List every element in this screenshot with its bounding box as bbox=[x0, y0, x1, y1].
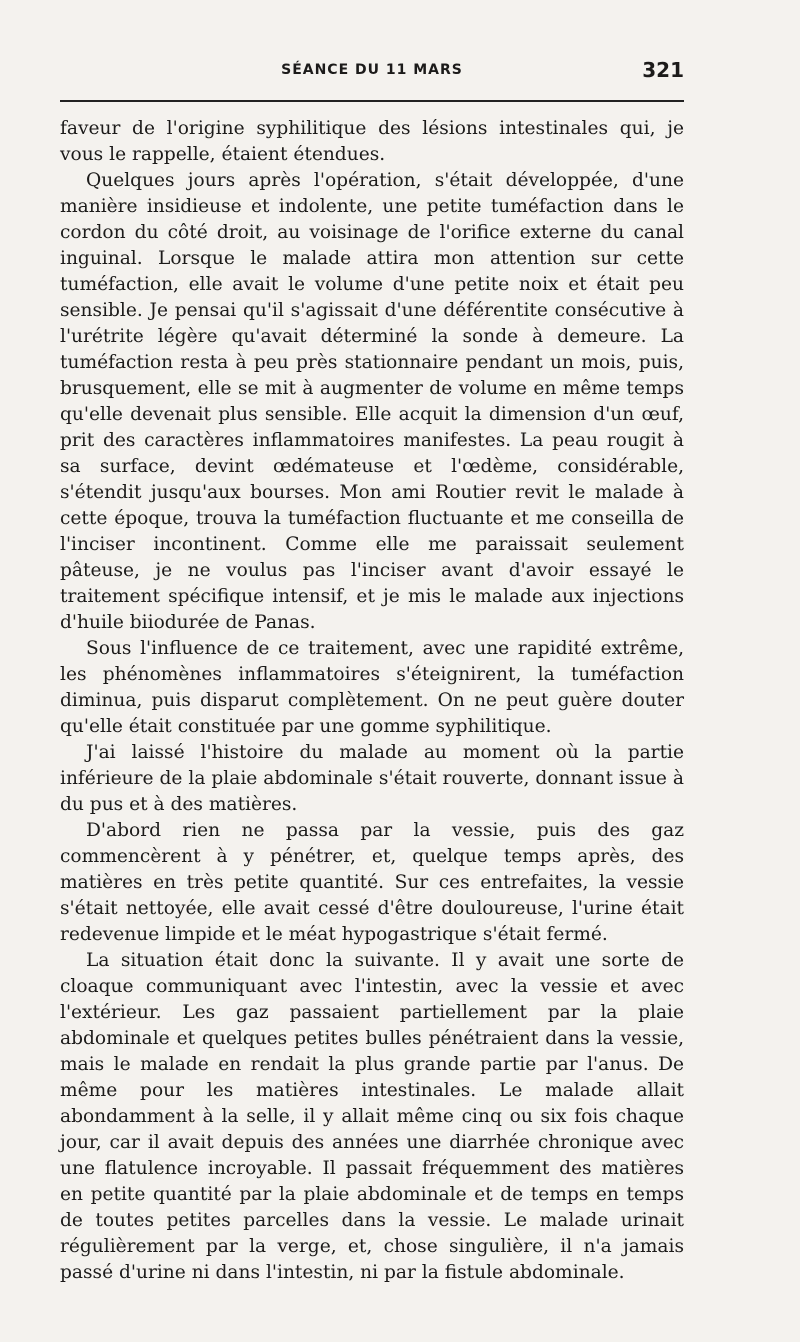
paragraph: D'abord rien ne passa par la vessie, puis des gaz commencèrent à y pénétrer, et, quelque temps après, des matières en très petite quantité. Sur ces entrefaites, la vessie s'était nettoyée, elle avait cessé d'être douloureuse, l'urine était redevenue limpide et le méat hypogastrique s'était fermé. bbox=[60, 820, 684, 945]
paragraph: J'ai laissé l'histoire du malade au moment où la partie inférieure de la plaie abdominale s'était rouverte, donnant issue à du pus et à des matières. bbox=[60, 742, 684, 815]
page-number: 321 bbox=[642, 58, 684, 82]
paragraph: Sous l'influence de ce traitement, avec une rapidité extrême, les phénomènes inflammatoires s'éteignirent, la tuméfaction diminua, puis disparut complètement. On ne peut guère douter qu'elle était constituée par une gomme syphilitique. bbox=[60, 638, 684, 737]
running-title: SÉANCE DU 11 MARS bbox=[281, 62, 463, 78]
page-header bbox=[60, 58, 684, 88]
paragraph: faveur de l'origine syphilitique des lésions intestinales qui, je vous le rappelle, étaient étendues. bbox=[60, 118, 684, 165]
body-text bbox=[60, 116, 684, 1286]
paragraph: La situation était donc la suivante. Il y avait une sorte de cloaque communiquant avec l'intestin, avec la vessie et avec l'extérieur. Les gaz passaient partiellement par la plaie abdominale et quelques petites bulles pénétraient dans la vessie, mais le malade en rendait la plus grande partie par l'anus. De même pour les matières intestinales. Le malade allait abondamment à la selle, il y allait même cinq ou six fois chaque jour, car il avait depuis des années une diarrhée chronique avec une flatulence incroyable. Il passait fréquemment des matières en petite quantité par la plaie abdominale et de temps en temps de toutes petites parcelles dans la vessie. Le malade urinait régulièrement par la verge, et, chose singulière, il n'a jamais passé d'urine ni dans l'intestin, ni par la fistule abdominale. bbox=[60, 950, 684, 1283]
paragraph: Quelques jours après l'opération, s'était développée, d'une manière insidieuse et indolente, une petite tuméfaction dans le cordon du côté droit, au voisinage de l'orifice externe du canal inguinal. Lorsque le malade attira mon attention sur cette tuméfaction, elle avait le volume d'une petite noix et était peu sensible. Je pensai qu'il s'agissait d'une déférentite consécutive à l'urétrite légère qu'avait déterminé la sonde à demeure. La tuméfaction resta à peu près stationnaire pendant un mois, puis, brusquement, elle se mit à augmenter de volume en même temps qu'elle devenait plus sensible. Elle acquit la dimension d'un œuf, prit des caractères inflammatoires manifestes. La peau rougit à sa surface, devint œdémateuse et l'œdème, considérable, s'étendit jusqu'aux bourses. Mon ami Routier revit le malade à cette époque, trouva la tuméfaction fluctuante et me conseilla de l'inciser incontinent. Comme elle me paraissait seulement pâteuse, je ne voulus pas l'inciser avant d'avoir essayé le traitement spécifique intensif, et je mis le malade aux injections d'huile biiodurée de Panas. bbox=[60, 170, 684, 633]
header-rule bbox=[60, 100, 684, 102]
